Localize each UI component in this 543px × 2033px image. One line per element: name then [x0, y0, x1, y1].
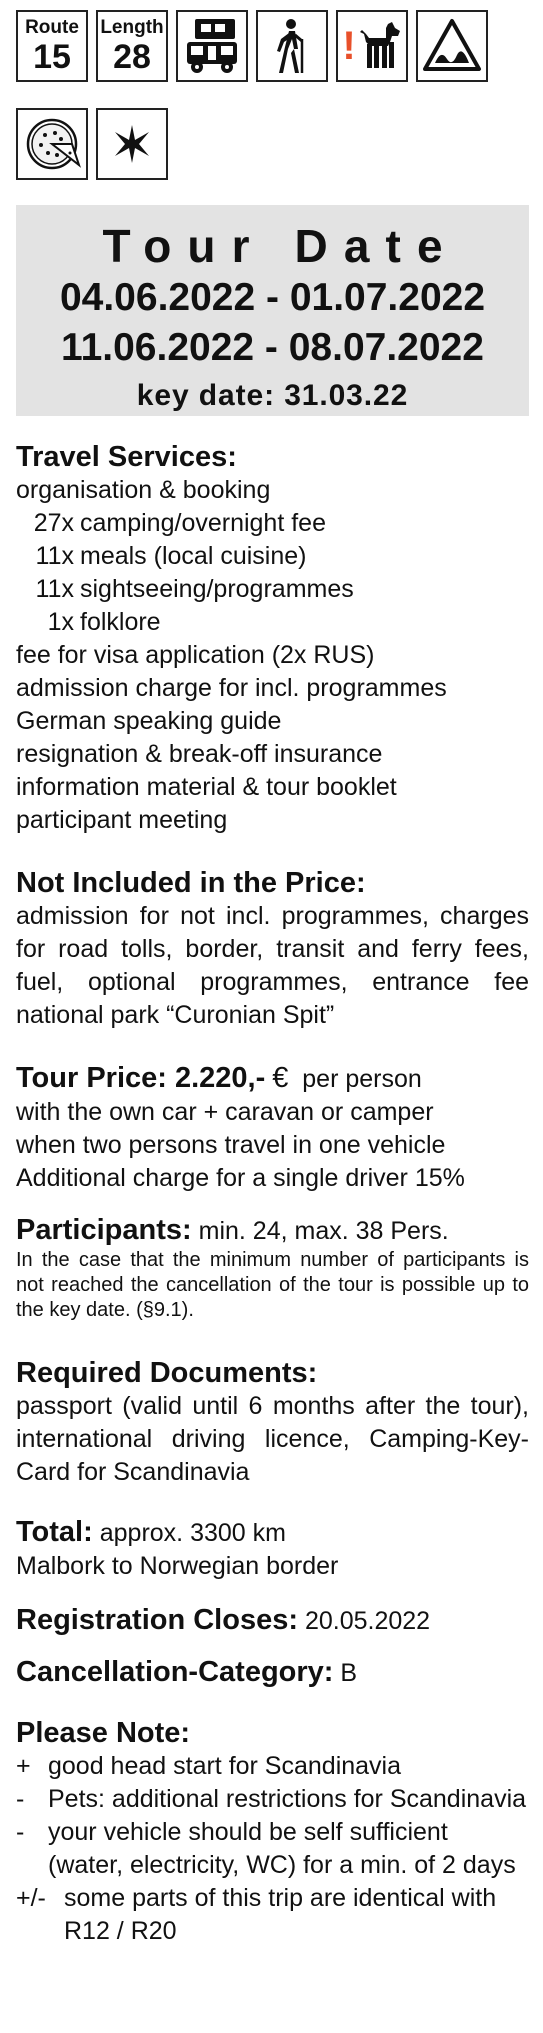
service-extra: information material & tour booklet: [16, 773, 397, 801]
length-label: Length: [100, 17, 164, 38]
service-item: 1x folklore: [47, 608, 161, 636]
currency-symbol: €: [272, 1062, 289, 1094]
price-line: Additional charge for a single driver 15%: [16, 1164, 465, 1192]
documents-title: Required Documents:: [16, 1357, 318, 1389]
service-extra: German speaking guide: [16, 707, 282, 735]
camper-icon: [176, 10, 248, 82]
cancellation-value: B: [340, 1659, 358, 1687]
total-route: Malbork to Norwegian border: [16, 1552, 339, 1580]
tour-date-box: [16, 205, 529, 416]
cancellation-label: Cancellation-Category:: [16, 1656, 334, 1688]
cancellation-section: [16, 1656, 529, 1690]
not-included-section: [16, 866, 529, 1032]
note-item: - your vehicle should be self sufficient (water, electricity, WC) for a min. of 2 days: [16, 1818, 516, 1879]
icon-row-2: [16, 108, 168, 180]
participants-note: In the case that the minimum number of participants is not reached the cancellation of the tour is possible up to the key date. (§9.1).: [16, 1249, 529, 1321]
participants-label: Participants:: [16, 1214, 192, 1246]
star-icon: [96, 108, 168, 180]
hiking-icon: [256, 10, 328, 82]
food-icon: [16, 108, 88, 180]
tour-price-label: Tour Price: 2.220,-: [16, 1062, 266, 1094]
route-label: Route: [25, 17, 79, 38]
travel-services-intro: organisation & booking: [16, 476, 271, 504]
icon-row-1: [16, 10, 488, 82]
service-item: 11x sightseeing/programmes: [35, 575, 354, 603]
road-conditions-icon: [416, 10, 488, 82]
note-item: - Pets: additional restrictions for Scandinavia: [16, 1785, 527, 1813]
route-badge: [16, 10, 88, 82]
please-note-title: Please Note:: [16, 1717, 191, 1749]
not-included-title: Not Included in the Price:: [16, 867, 366, 899]
service-extra: participant meeting: [16, 806, 228, 834]
documents-text: passport (valid until 6 months after the tour), international driving licence, Camping-Key-Card for Scandinavia: [16, 1392, 529, 1486]
service-extra: fee for visa application (2x RUS): [16, 641, 375, 669]
service-item: 11x meals (local cuisine): [35, 542, 307, 570]
length-number: 28: [113, 38, 151, 76]
service-extra: admission charge for incl. programmes: [16, 674, 447, 702]
total-label: Total:: [16, 1516, 93, 1548]
registration-section: [16, 1604, 529, 1638]
tour-date-range-2: 11.06.2022 - 08.07.2022: [61, 326, 484, 369]
please-note-section: [16, 1716, 529, 1948]
service-item: 27x camping/overnight fee: [33, 509, 326, 537]
price-line: with the own car + caravan or camper: [16, 1098, 434, 1126]
tour-price-section: [16, 1062, 529, 1195]
total-section: [16, 1516, 529, 1583]
note-item: +/- some parts of this trip are identical with R12 / R20: [16, 1884, 497, 1945]
registration-value: 20.05.2022: [304, 1607, 431, 1635]
tour-date-range-1: 04.06.2022 - 01.07.2022: [59, 276, 486, 319]
route-number: 15: [33, 38, 71, 76]
not-included-text: admission for not incl. programmes, charges for road tolls, border, transit and ferry fees, fuel, optional programmes, entrance fee national park “Curonian Spit”: [16, 902, 529, 1029]
registration-label: Registration Closes:: [16, 1604, 298, 1636]
length-badge: [96, 10, 168, 82]
travel-services-title: Travel Services:: [16, 441, 237, 473]
documents-section: [16, 1356, 529, 1489]
key-date: key date: 31.03.22: [136, 379, 409, 412]
tour-date-title: Tour Date: [102, 220, 459, 272]
note-item: + good head start for Scandinavia: [16, 1752, 402, 1780]
participants-section: [16, 1214, 529, 1323]
price-line: when two persons travel in one vehicle: [16, 1131, 446, 1159]
pets-warning-icon: [336, 10, 408, 82]
price-unit: per person: [302, 1065, 422, 1093]
warning-mark: !: [342, 23, 356, 68]
total-value: approx. 3300 km: [99, 1519, 286, 1547]
service-extra: resignation & break-off insurance: [16, 740, 383, 768]
participants-value: min. 24, max. 38 Pers.: [198, 1217, 449, 1245]
travel-services-section: [16, 440, 529, 837]
